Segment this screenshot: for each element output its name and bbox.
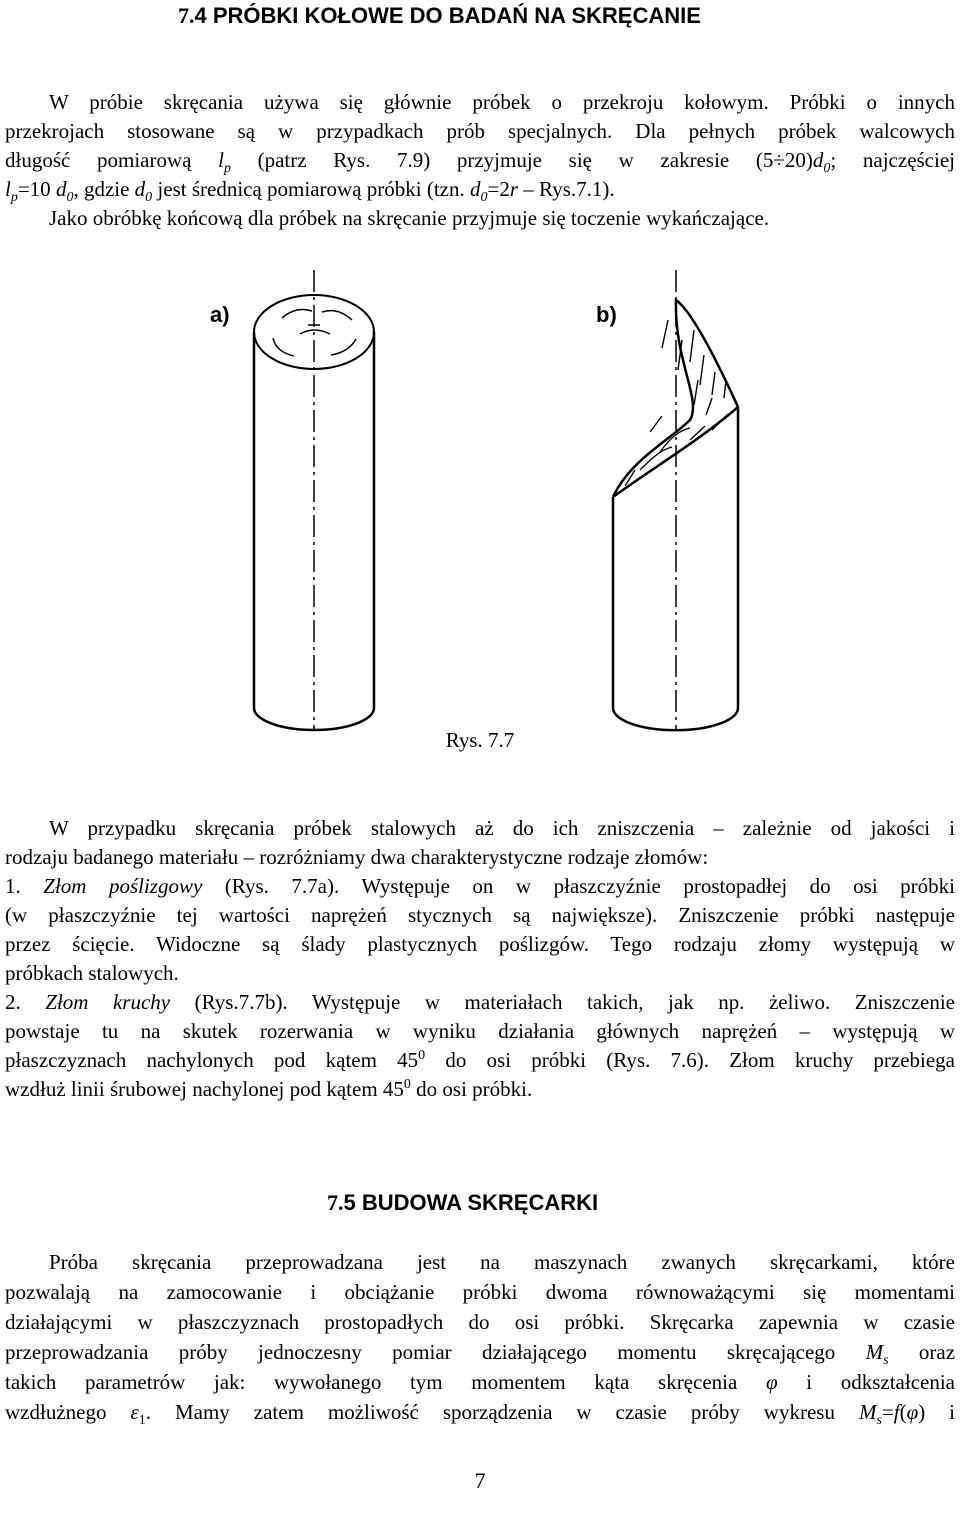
text-line: 1. Złom poślizgowy (Rys. 7.7a). Występuje on w płaszczyźnie prostopadłej do osi próbki: [5, 874, 955, 898]
intro-paragraph: [5, 88, 955, 233]
text-line: Próba skręcania przeprowadzana jest na maszynach zwanych skręcarkami, które: [49, 1250, 955, 1274]
section-title: 4 PRÓBKI KOŁOWE DO BADAŃ NA SKRĘCANIE: [194, 3, 701, 28]
text-line: przez ścięcie. Widoczne są ślady plastycznych poślizgów. Tego rodzaju złomy występują w: [5, 932, 955, 956]
text-line: przeprowadzania próby jednoczesny pomiar działającego momentu skręcającego $M_s$ oraz: [5, 1340, 955, 1367]
machine-paragraph: [5, 1247, 955, 1427]
text-line: płaszczyznach nachylonych pod kątem $45^0$ do osi próbki (Rys. 7.6). Złom kruchy przebiega: [5, 1048, 955, 1072]
text-line: (w płaszczyźnie tej wartości naprężeń stycznych są największe). Zniszczenie próbki następuje: [5, 903, 955, 927]
figure-caption: Rys. 7.7: [445, 728, 515, 752]
section-heading-7-4: [178, 3, 701, 29]
fracture-paragraph: [5, 814, 955, 1104]
text-line: działającymi w płaszczyznach prostopadłych do osi próbki. Skręcarka zapewnia w czasie: [5, 1310, 955, 1334]
specimen-b: [613, 270, 738, 730]
specimen-a: [254, 270, 374, 730]
section-number: 7.: [327, 1190, 344, 1215]
text-line: powstaje tu na skutek rozerwania w wyniku działania głównych naprężeń – występują w: [5, 1019, 955, 1043]
fracture-surface: [613, 300, 738, 497]
text-line: przekrojach stosowane są w przypadkach prób specjalnych. Dla pełnych próbek walcowych: [5, 119, 955, 143]
text-line: wzdłuż linii śrubowej nachylonej pod kątem $45^0$ do osi próbki.: [5, 1077, 533, 1101]
text-line: $l_p=10$ $d_0$, gdzie $d_0$ jest średnicą pomiarową próbki (tzn. $d_0=2r - Rys.7.1$).: [5, 177, 615, 206]
section-number: 7.: [178, 3, 195, 28]
text-line: rodzaju badanego materiału – rozróżniamy dwa charakterystyczne rodzaje złomów:: [5, 845, 709, 869]
text-line: takich parametrów jak: wywołanego tym momentem kąta skręcenia φ i odkształcenia: [5, 1370, 955, 1394]
figure-label-a: a): [210, 302, 230, 327]
section-heading-7-5: [327, 1190, 598, 1216]
text-line: wzdłużnego $\varepsilon_1$. Mamy zatem możliwość sporządzenia w czasie próby wykresu $M_s=f(\varphi)$ i: [5, 1400, 955, 1427]
figure-label-b: b): [596, 302, 617, 327]
text-line: W przypadku skręcania próbek stalowych aż do ich zniszczenia – zależnie od jakości i: [49, 816, 955, 840]
text-line: 2. Złom kruchy (Rys.7.7b). Występuje w materiałach takich, jak np. żeliwo. Zniszczenie: [5, 990, 955, 1014]
text-line: W próbie skręcania używa się głównie próbek o przekroju kołowym. Próbki o innych: [49, 90, 955, 114]
figure-specimens: [0, 265, 960, 735]
text-line: próbkach stalowych.: [5, 961, 179, 985]
text-line: długość pomiarową $l_p$ (patrz Rys. 7.9) przyjmuje się w zakresie $(5\div 20)d_0$; najczęściej: [5, 148, 955, 175]
text-line: Jako obróbkę końcową dla próbek na skręcanie przyjmuje się toczenie wykańczające.: [49, 206, 770, 230]
section-title: 5 BUDOWA SKRĘCARKI: [343, 1190, 599, 1215]
page-number: 7: [474, 1468, 486, 1493]
text-line: pozwalają na zamocowanie i obciążanie próbki dwoma równoważącymi się momentami: [5, 1280, 955, 1304]
